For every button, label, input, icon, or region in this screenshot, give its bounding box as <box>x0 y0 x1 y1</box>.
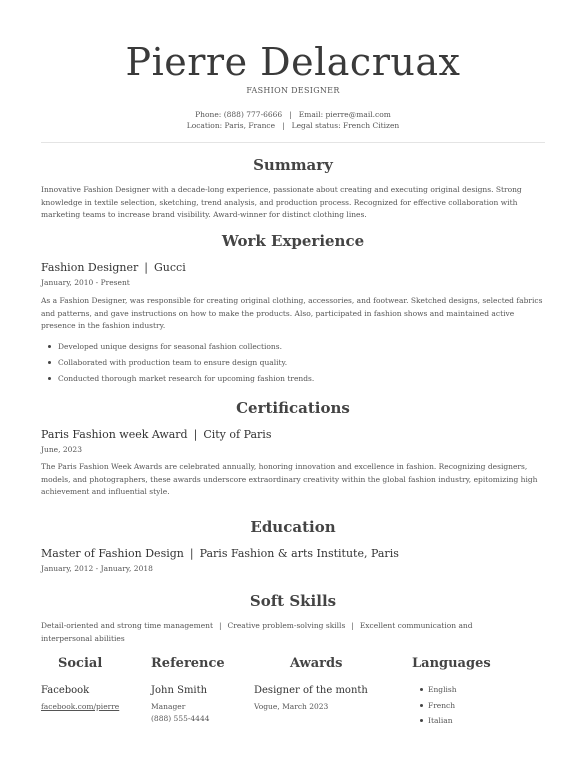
education-heading: Education <box>250 518 336 536</box>
languages-heading: Languages <box>412 656 491 671</box>
education-degree: Master of Fashion Design <box>41 547 184 560</box>
candidate-name: Pierre Delacruax <box>125 40 461 84</box>
award-detail: Vogue, March 2023 <box>254 702 329 711</box>
email-text: Email: pierre@mail.com <box>298 110 391 119</box>
social-link[interactable]: facebook.com/pierre <box>41 702 120 711</box>
candidate-title: FASHION DESIGNER <box>246 86 340 95</box>
reference-heading: Reference <box>151 656 225 671</box>
certification-line <box>41 428 271 441</box>
contact-line-2 <box>0 121 586 130</box>
reference-name: John Smith <box>151 685 208 696</box>
separator: | <box>289 110 292 119</box>
certification-issuer: City of Paris <box>203 428 272 441</box>
list-item: English <box>420 684 457 700</box>
separator: | <box>189 547 194 560</box>
list-item: Developed unique designs for seasonal fashion collections. <box>48 341 538 357</box>
work-role: Fashion Designer <box>41 261 139 274</box>
list-item: Italian <box>420 715 457 731</box>
education-date: January, 2012 - January, 2018 <box>41 564 153 573</box>
work-description: As a Fashion Designer, was responsible for creating original clothing, accessories, and footwear. Sketched designs, selected fabrics and patterns, and gave instructions on how to make the products. Also, participated in fashion shows and maintained active presence in the fashion industry. <box>41 296 543 330</box>
reference-phone: (888) 555-4444 <box>151 714 210 723</box>
social-network: Facebook <box>41 685 90 696</box>
award-name: Designer of the month <box>254 685 368 696</box>
social-heading: Social <box>58 656 103 671</box>
education-school: Paris Fashion & arts Institute, Paris <box>199 547 399 560</box>
summary-text: Innovative Fashion Designer with a decade-long experience, passionate about creating and executing original designs. Strong knowledge in textile selection, sketching, trend analysis, and production process. Recognized for effective collaboration with marketing teams to increase brand visibility. Award-winner for distinct clothing lines. <box>41 185 522 219</box>
work-heading: Work Experience <box>221 232 365 250</box>
soft-skills-heading: Soft Skills <box>249 592 337 610</box>
work-bullets <box>48 341 538 389</box>
list-item: Collaborated with production team to ensure design quality. <box>48 357 538 373</box>
separator: | <box>144 261 148 274</box>
separator: | <box>219 621 222 630</box>
work-date: January, 2010 - Present <box>41 278 130 287</box>
soft-skill-item: Detail-oriented and strong time management <box>41 621 214 630</box>
certification-description: The Paris Fashion Week Awards are celebrated annually, honoring innovation and excellence in fashion. Recognizing designers, models, and photographers, these awards underscore extraordinary creativity within the global fashion industry, epitomizing high achievement and influential style. <box>41 462 538 496</box>
summary-heading: Summary <box>253 156 333 174</box>
education-line <box>41 547 399 560</box>
header-divider <box>41 142 545 143</box>
work-role-line <box>41 261 186 274</box>
awards-heading: Awards <box>290 656 343 671</box>
phone-text: Phone: (888) 777-6666 <box>195 110 283 119</box>
separator: | <box>193 428 198 441</box>
work-company: Gucci <box>154 261 186 274</box>
separator: | <box>282 121 285 130</box>
soft-skill-item: Creative problem-solving skills <box>227 621 346 630</box>
list-item: French <box>420 700 457 716</box>
list-item: Conducted thorough market research for upcoming fashion trends. <box>48 373 538 389</box>
soft-skills-list <box>41 620 511 645</box>
soft-skill-item: Excellent communication and interpersonal abilities <box>41 621 473 643</box>
certifications-heading: Certifications <box>236 399 350 417</box>
certification-date: June, 2023 <box>41 445 82 454</box>
reference-role: Manager <box>151 702 186 711</box>
languages-list <box>420 684 457 731</box>
legal-status-text: Legal status: French Citizen <box>291 121 400 130</box>
contact-line-1 <box>0 110 586 119</box>
certification-name: Paris Fashion week Award <box>41 428 188 441</box>
location-text: Location: Paris, France <box>186 121 276 130</box>
separator: | <box>351 621 354 630</box>
